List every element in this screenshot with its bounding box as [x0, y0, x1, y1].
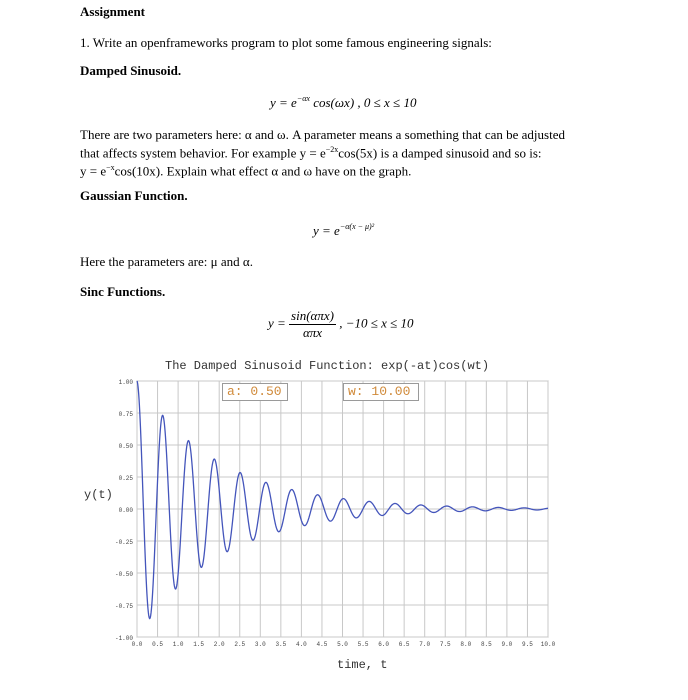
plot-ylabel: y(t): [84, 488, 113, 502]
x-tick-label: 0.0: [131, 641, 143, 648]
para-line-1: There are two parameters here: α and ω. A parameter means a something that can be adjusted: [80, 127, 565, 142]
y-tick-label: 0.00: [118, 507, 133, 514]
eq1-lhs: y = e: [270, 95, 297, 110]
y-tick-label: -0.25: [114, 539, 133, 546]
x-tick-label: 8.0: [460, 641, 472, 648]
x-tick-label: 3.0: [254, 641, 266, 648]
eq3-den: απx: [302, 325, 323, 340]
plot-xlabel: time, t: [337, 658, 388, 672]
eq1-exp: −αx: [296, 94, 310, 103]
x-tick-label: 7.5: [439, 641, 451, 648]
eq2-lhs: y = e: [313, 223, 340, 238]
x-tick-label: 1.5: [193, 641, 205, 648]
x-tick-label: 0.5: [152, 641, 163, 648]
x-tick-label: 9.5: [522, 641, 533, 648]
x-tick-label: 3.5: [275, 641, 287, 648]
x-tick-label: 9.0: [501, 641, 513, 648]
damped-heading: Damped Sinusoid.: [80, 63, 182, 78]
y-tick-label: 0.75: [118, 411, 133, 418]
gauss-heading: Gaussian Function.: [80, 188, 188, 203]
plot-title: The Damped Sinusoid Function: exp(-at)cos(wt): [165, 359, 490, 373]
doc-title: Assignment: [80, 4, 146, 19]
x-tick-label: 2.0: [213, 641, 225, 648]
task-text: 1. Write an openframeworks program to plot some famous engineering signals:: [80, 35, 492, 50]
y-tick-label: -0.75: [114, 603, 133, 610]
a-param-field[interactable]: a: 0.50: [222, 383, 288, 401]
y-tick-label: -1.00: [114, 635, 133, 642]
x-tick-label: 4.0: [295, 641, 307, 648]
gauss-params-text: Here the parameters are: μ and α.: [80, 254, 253, 269]
x-tick-label: 2.5: [234, 641, 246, 648]
x-tick-label: 4.5: [316, 641, 328, 648]
para-line-2a: that affects system behavior. For example y = e: [80, 145, 326, 161]
w-param-field[interactable]: w: 10.00: [343, 383, 419, 401]
para-line-3a: y = e: [80, 163, 107, 179]
para-line-3-exp: −x: [106, 163, 115, 173]
eq1-rhs: cos(ωx) , 0 ≤ x ≤ 10: [313, 95, 417, 110]
y-tick-label: 0.25: [118, 475, 133, 482]
eq2-exp: −α(x − μ)²: [339, 222, 375, 231]
eq3-lhs: y =: [268, 315, 286, 331]
eq3-num: sin(απx): [291, 308, 334, 323]
para-line-2-exp: −2x: [325, 145, 339, 154]
sinc-heading: Sinc Functions.: [80, 284, 166, 299]
y-tick-label: -0.50: [114, 571, 133, 578]
x-tick-label: 6.0: [378, 641, 390, 648]
x-tick-label: 8.5: [480, 641, 492, 648]
x-tick-label: 10.0: [540, 641, 556, 648]
para-line-2b: cos(5x) is a damped sinusoid and so is:: [338, 145, 542, 161]
x-tick-label: 6.5: [398, 641, 410, 648]
y-tick-label: 1.00: [118, 379, 133, 386]
x-tick-label: 7.0: [419, 641, 431, 648]
y-tick-label: 0.50: [118, 443, 133, 450]
eq3-rhs: , −10 ≤ x ≤ 10: [339, 315, 414, 331]
para-line-3b: cos(10x). Explain what effect α and ω have on the graph.: [114, 163, 412, 179]
x-tick-label: 5.5: [357, 641, 369, 648]
x-tick-label: 1.0: [172, 641, 184, 648]
x-tick-label: 5.0: [337, 641, 348, 648]
